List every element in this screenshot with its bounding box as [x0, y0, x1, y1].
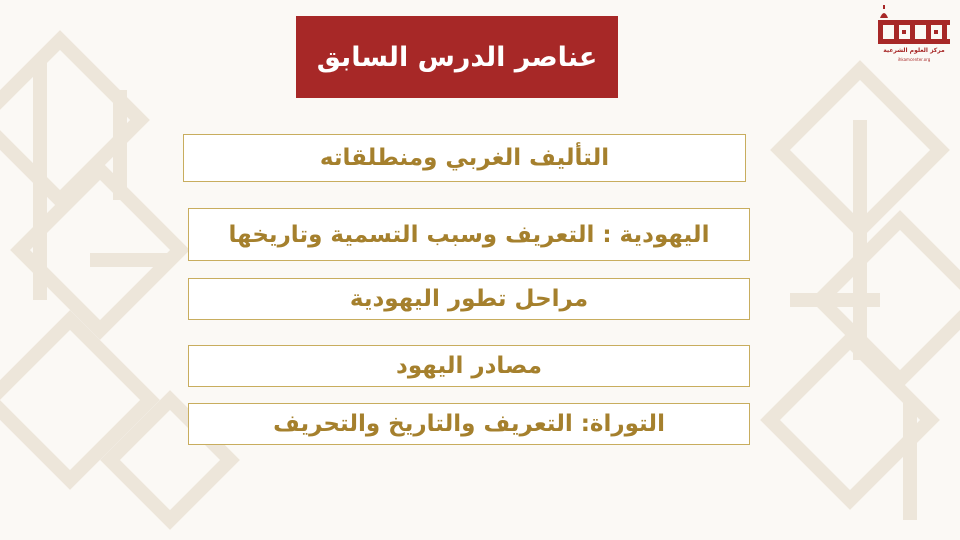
logo-small-text: ihkamcenter.org — [897, 57, 931, 62]
lesson-item-4: مصادر اليهود — [188, 345, 750, 387]
lesson-item-3: مراحل تطور اليهودية — [188, 278, 750, 320]
logo-subtitle: مركز العلوم الشرعية — [883, 47, 945, 54]
lesson-item-2: اليهودية : التعريف وسبب التسمية وتاريخها — [188, 208, 750, 261]
slide-title: عناصر الدرس السابق — [296, 16, 618, 98]
lesson-item-5: التوراة: التعريف والتاريخ والتحريف — [188, 403, 750, 445]
lesson-item-1: التأليف الغربي ومنطلقاته — [183, 134, 746, 182]
